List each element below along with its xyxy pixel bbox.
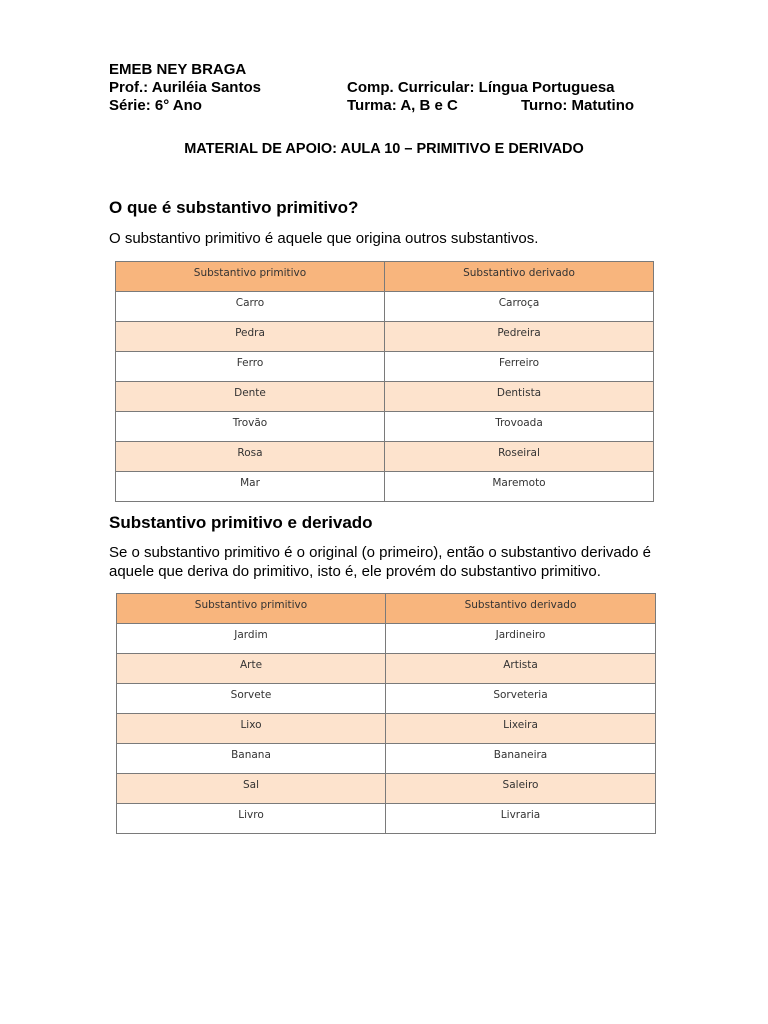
derived-cell: Jardineiro — [386, 624, 656, 654]
primitive-cell: Jardim — [117, 624, 386, 654]
teacher-name: Prof.: Auriléia Santos — [109, 79, 261, 96]
primitive-cell: Mar — [116, 472, 385, 502]
table-row — [117, 714, 656, 744]
primitive-cell: Carro — [116, 292, 385, 322]
primitive-cell: Livro — [117, 804, 386, 834]
table-row — [116, 412, 654, 442]
derived-cell: Bananeira — [386, 744, 656, 774]
derived-cell: Artista — [386, 654, 656, 684]
table-header-primitive: Substantivo primitivo — [117, 594, 386, 624]
derived-cell: Trovoada — [385, 412, 654, 442]
section2-heading: Substantivo primitivo e derivado — [109, 513, 373, 532]
derived-cell: Livraria — [386, 804, 656, 834]
page-title: MATERIAL DE APOIO: AULA 10 – PRIMITIVO E DERIVADO — [184, 141, 584, 157]
table-primitive-derived-1 — [115, 261, 654, 502]
primitive-cell: Arte — [117, 654, 386, 684]
table-row — [116, 352, 654, 382]
class-label: Turma: A, B e C — [347, 97, 458, 114]
shift-label: Turno: Matutino — [521, 97, 635, 114]
derived-cell: Ferreiro — [385, 352, 654, 382]
primitive-cell: Banana — [117, 744, 386, 774]
table-row — [117, 774, 656, 804]
table-row — [117, 624, 656, 654]
table-row — [117, 684, 656, 714]
primitive-cell: Lixo — [117, 714, 386, 744]
section1-text: O substantivo primitivo é aquele que origina outros substantivos. — [109, 230, 539, 247]
school-name: EMEB NEY BRAGA — [109, 61, 247, 78]
derived-cell: Roseiral — [385, 442, 654, 472]
primitive-cell: Ferro — [116, 352, 385, 382]
primitive-cell: Dente — [116, 382, 385, 412]
table-row — [116, 292, 654, 322]
derived-cell: Pedreira — [385, 322, 654, 352]
table-row — [116, 322, 654, 352]
table-row — [117, 804, 656, 834]
primitive-cell: Sorvete — [117, 684, 386, 714]
table-row — [116, 442, 654, 472]
derived-cell: Dentista — [385, 382, 654, 412]
derived-cell: Maremoto — [385, 472, 654, 502]
derived-cell: Lixeira — [386, 714, 656, 744]
table-row — [117, 744, 656, 774]
table-primitive-derived-2 — [116, 593, 656, 834]
table-row — [117, 654, 656, 684]
table-header-primitive: Substantivo primitivo — [116, 262, 385, 292]
primitive-cell: Trovão — [116, 412, 385, 442]
derived-cell: Saleiro — [386, 774, 656, 804]
primitive-cell: Pedra — [116, 322, 385, 352]
table-header-derived: Substantivo derivado — [386, 594, 656, 624]
derived-cell: Sorveteria — [386, 684, 656, 714]
primitive-cell: Rosa — [116, 442, 385, 472]
subject-label: Comp. Curricular: Língua Portuguesa — [347, 79, 615, 96]
table-row — [116, 382, 654, 412]
section2-text: Se o substantivo primitivo é o original (o primeiro), então o substantivo derivado é aquele que deriva do primitivo, isto é, ele provém do substantivo primitivo. — [109, 544, 651, 580]
section1-heading: O que é substantivo primitivo? — [109, 198, 359, 217]
table-header-derived: Substantivo derivado — [385, 262, 654, 292]
table-row — [116, 472, 654, 502]
grade-label: Série: 6° Ano — [109, 97, 202, 114]
derived-cell: Carroça — [385, 292, 654, 322]
primitive-cell: Sal — [117, 774, 386, 804]
